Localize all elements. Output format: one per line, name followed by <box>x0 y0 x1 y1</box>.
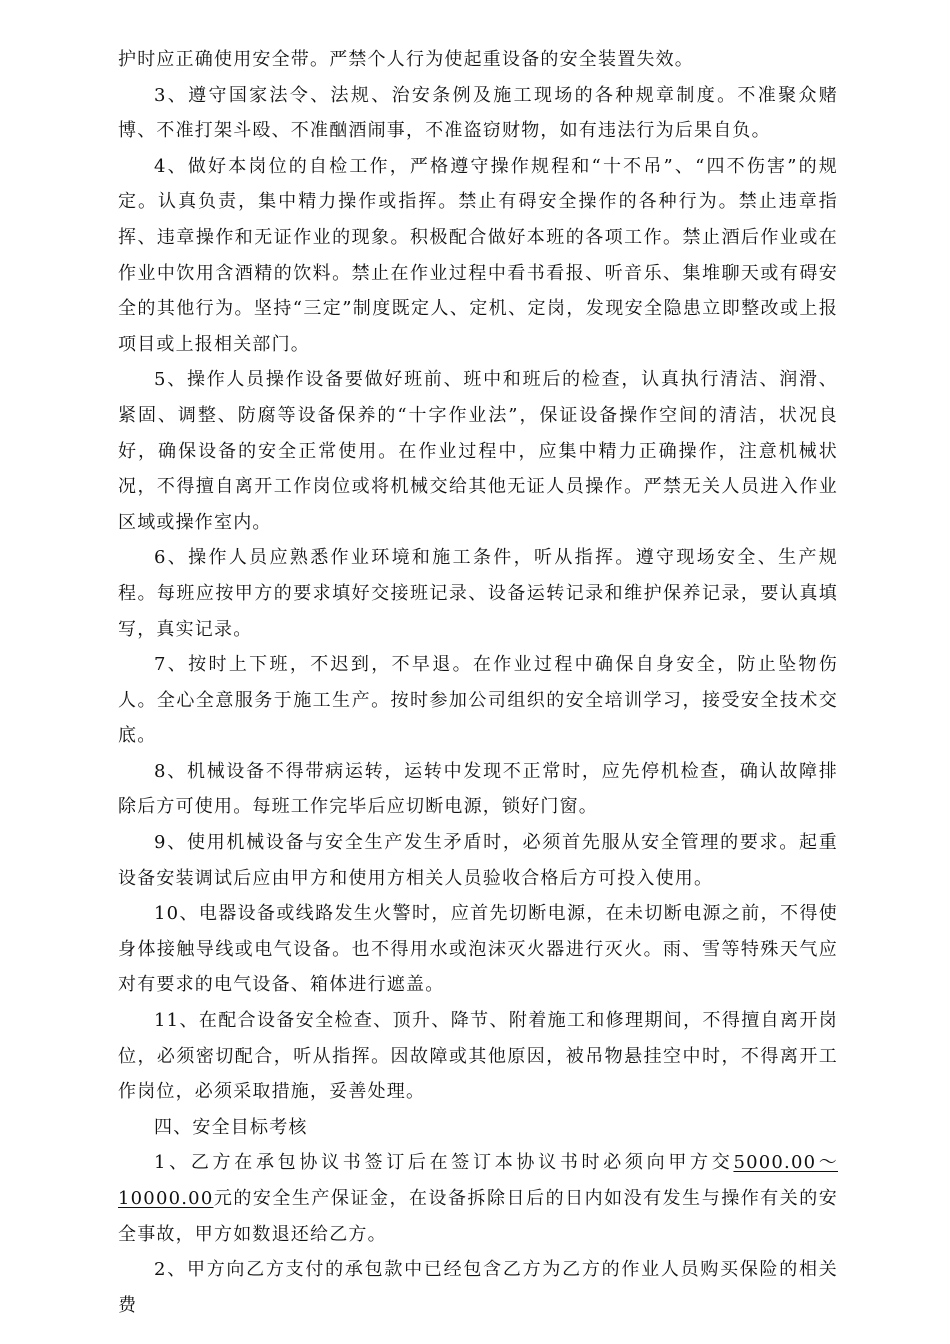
paragraph-rule-4: 4、做好本岗位的自检工作，严格遵守操作规程和“十不吊”、“四不伤害”的规定。认真负责，集中精力操作或指挥。禁止有碍安全操作的各种行为。禁止违章指挥、违章操作和无证作业的现象。积极配合做好本班的各项工作。禁止酒后作业或在作业中饮用含酒精的饮料。禁止在作业过程中看书看报、听音乐、集堆聊天或有碍安全的其他行为。坚持“三定”制度既定人、定机、定岗，发现安全隐患立即整改或上报项目或上报相关部门。 <box>118 155 838 355</box>
paragraph-insurance: 2、甲方向乙方支付的承包款中已经包含乙方为乙方的作业人员购买保险的相关费 <box>118 1259 838 1316</box>
paragraph-rule-9: 9、使用机械设备与安全生产发生矛盾时，必须首先服从安全管理的要求。起重设备安装调试后应由甲方和使用方相关人员验收合格后方可投入使用。 <box>118 832 838 889</box>
paragraph-rule-7: 7、按时上下班，不迟到，不早退。在作业过程中确保自身安全，防止坠物伤人。全心全意服务于施工生产。按时参加公司组织的安全培训学习，接受安全技术交底。 <box>118 654 838 747</box>
deposit-text-before: 1、乙方在承包协议书签订后在签订本协议书时必须向甲方交 <box>154 1152 734 1174</box>
paragraph-rule-3: 3、遵守国家法令、法规、治安条例及施工现场的各种规章制度。不准聚众赌博、不准打架斗殴、不准酗酒闹事，不准盗窃财物，如有违法行为后果自负。 <box>118 84 838 142</box>
paragraph-rule-5: 5、操作人员操作设备要做好班前、班中和班后的检查，认真执行清洁、润滑、紧固、调整、防腐等设备保养的“十字作业法”，保证设备操作空间的清洁，状况良好，确保设备的安全正常使用。在作业过程中，应集中精力正确操作，注意机械状况，不得擅自离开工作岗位或将机械交给其他无证人员操作。严禁无关人员进入作业区域或操作室内。 <box>118 369 838 533</box>
deposit-amount: 5000.00～10000.00 <box>118 1152 838 1209</box>
paragraph-rule-11: 11、在配合设备安全检查、顶升、降节、附着施工和修理期间，不得擅自离开岗位，必须密切配合，听从指挥。因故障或其他原因，被吊物悬挂空中时，不得离开工作岗位，必须采取措施，妥善处理。 <box>118 1010 838 1103</box>
paragraph-rule-6: 6、操作人员应熟悉作业环境和施工条件，听从指挥。遵守现场安全、生产规程。每班应按甲方的要求填好交接班记录、设备运转记录和维护保养记录，要认真填写，真实记录。 <box>118 547 838 640</box>
paragraph-rule-8: 8、机械设备不得带病运转，运转中发现不正常时，应先停机检查，确认故障排除后方可使用。每班工作完毕后应切断电源，锁好门窗。 <box>118 760 838 818</box>
paragraph-continuation: 护时应正确使用安全带。严禁个人行为使起重设备的安全装置失效。 <box>118 49 694 70</box>
paragraph-rule-10: 10、电器设备或线路发生火警时，应首先切断电源，在未切断电源之前，不得使身体接触导线或电气设备。也不得用水或泡沫灭火器进行灭火。雨、雪等特殊天气应对有要求的电气设备、箱体进行遮盖。 <box>118 903 838 996</box>
section-heading-safety-assessment: 四、安全目标考核 <box>154 1116 308 1138</box>
deposit-text-after: 元的安全生产保证金，在设备拆除日后的日内如没有发生与操作有关的安全事故，甲方如数退还给乙方。 <box>118 1188 838 1245</box>
paragraph-deposit <box>118 1145 838 1252</box>
